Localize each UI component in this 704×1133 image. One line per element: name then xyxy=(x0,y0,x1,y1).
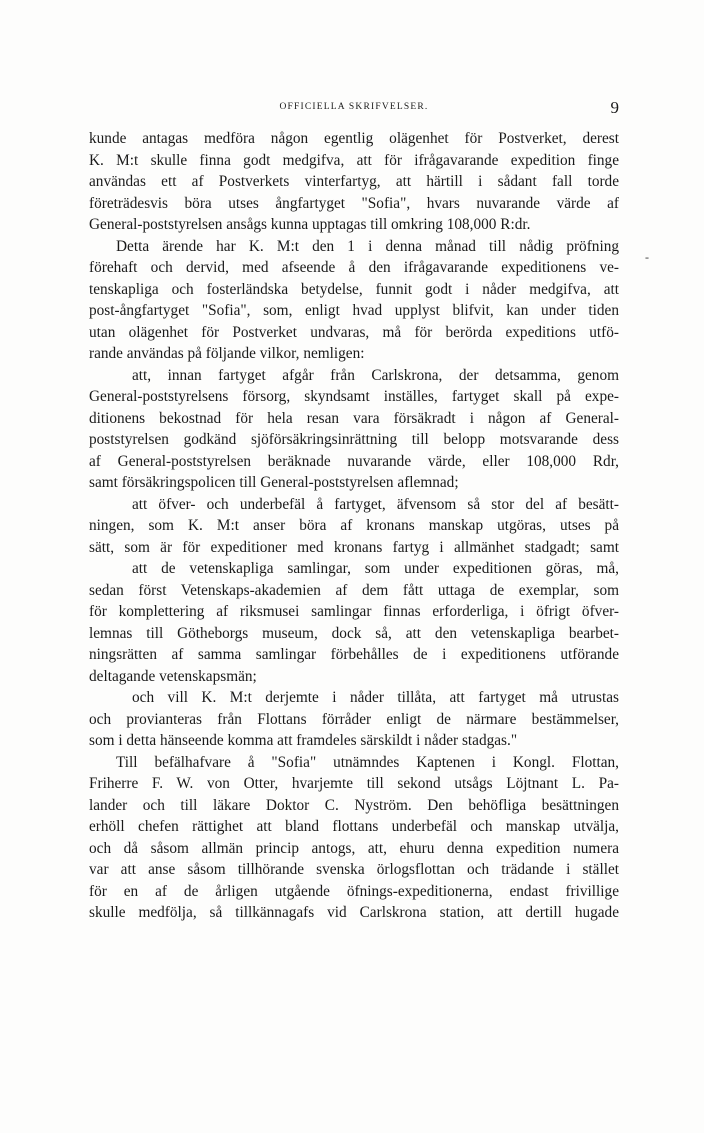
text-line: post-ångfartyget "Sofia", som, enligt hvad upplyst blifvit, kan under tiden xyxy=(89,302,619,319)
text-line: kunde antagas medföra någon egentlig olägenhet för Postverket, derest xyxy=(89,130,619,147)
text-line: sätt, som är för expeditioner med kronans fartyg i allmänhet stadgadt; samt xyxy=(89,538,619,556)
page-header xyxy=(89,98,619,122)
text-line: som i detta hänseende komma att framdeles särskildt i nåder stadgas." xyxy=(89,732,518,749)
page-number: 9 xyxy=(610,98,619,117)
text-line: och vill K. M:t derjemte i nåder tillåta, att fartyget må utrustas xyxy=(132,689,619,706)
text-line: företrädesvis böra utses ångfartyget "Sofia", hvars nuvarande värde af xyxy=(89,194,619,212)
text-line: och provianteras från Flottans förråder enligt de närmare bestämmelser, xyxy=(89,710,619,728)
text-line: användas ett af Postverkets vinterfartyg, att härtill i sådant fall torde xyxy=(89,173,619,190)
text-line: ditionens bekostnad för hela resan vara försäkradt i någon af General- xyxy=(89,409,619,427)
text-line: K. M:t skulle finna godt medgifva, att för ifrågavarande expedition finge xyxy=(89,151,619,169)
text-line: lemnas till Götheborgs museum, dock så, att den vetenskapliga bearbet- xyxy=(89,624,619,642)
text-line: ningsrätten af samma samlingar förbehålles de i expeditionens utförande xyxy=(89,646,619,663)
text-line: sedan först Vetenskaps-akademien af dem fått uttaga de exemplar, som xyxy=(89,581,619,599)
margin-mark: - xyxy=(645,250,649,264)
text-line: var att anse såsom tillhörande svenska örlogsflottan och trädande i stället xyxy=(89,861,619,878)
text-line: af General-poststyrelsen beräknade nuvarande värde, eller 108,000 Rdr, xyxy=(89,452,619,470)
text-line: förehaft och dervid, med afseende å den ifrågavarande expeditionens ve- xyxy=(89,259,619,276)
text-line: General-poststyrelsen ansågs kunna upptagas till omkring 108,000 R:dr. xyxy=(89,216,531,233)
text-line: skulle medfölja, så tillkännagafs vid Carlskrona station, att dertill hugade xyxy=(89,904,619,921)
text-line: tenskapliga och fosterländska betydelse, funnit godt i nåder medgifva, att xyxy=(89,280,619,298)
text-line: och då såsom allmän princip antogs, att, ehuru denna expedition numera xyxy=(89,839,619,857)
text-line: Friherre F. W. von Otter, hvarjemte till sekond utsågs Löjtnant L. Pa- xyxy=(89,775,619,792)
text-line: samt försäkringspolicen till General-poststyrelsen aflemnad; xyxy=(89,474,459,491)
running-head: OFFICIELLA SKRIFVELSER. xyxy=(279,102,429,112)
text-line: att de vetenskapliga samlingar, som under expeditionen göras, må, xyxy=(132,560,619,577)
text-line: rande användas på följande vilkor, nemligen: xyxy=(89,345,365,362)
text-line: för komplettering af riksmusei samlingar finnas erforderliga, i öfrigt öfver- xyxy=(89,603,619,620)
text-line: deltagande vetenskapsmän; xyxy=(89,667,257,685)
text-line: för en af de årligen utgående öfnings-expeditionerna, endast frivillige xyxy=(89,882,619,900)
text-line: Till befälhafvare å "Sofia" utnämndes Kaptenen i Kongl. Flottan, xyxy=(116,753,619,771)
text-line: lander och till läkare Doktor C. Nyström. Den behöfliga besättningen xyxy=(89,796,619,814)
text-line: att öfver- och underbefäl å fartyget, äfvensom så stor del af besätt- xyxy=(132,495,619,513)
body-text xyxy=(89,128,619,924)
text-line: General-poststyrelsens försorg, skyndsamt inställes, fartyget skall på expe- xyxy=(89,388,619,405)
text-line: erhöll chefen rättighet att bland flottans underbefäl och manskap utvälja, xyxy=(89,818,619,835)
text-line: att, innan fartyget afgår från Carlskrona, der detsamma, genom xyxy=(132,366,619,384)
text-line: Detta ärende har K. M:t den 1 i denna månad till nådig pröfning xyxy=(116,237,619,255)
text-line: utan olägenhet för Postverket undvaras, må för berörda expeditions utfö- xyxy=(89,323,619,341)
text-line: ningen, som K. M:t anser böra af kronans manskap utgöras, utses på xyxy=(89,517,619,534)
text-line: poststyrelsen godkänd sjöförsäkringsinrättning till belopp motsvarande dess xyxy=(89,431,619,448)
